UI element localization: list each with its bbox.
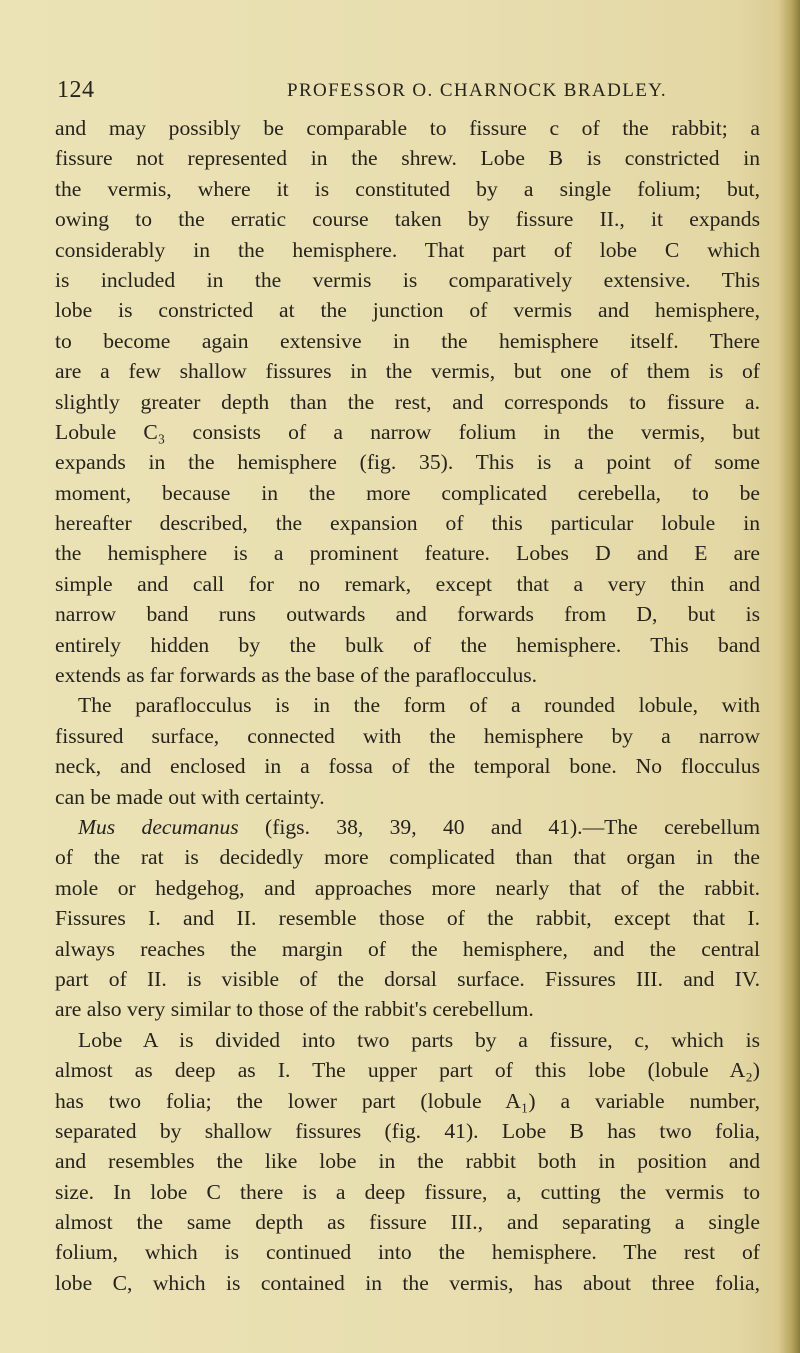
page-number: 124 [57, 77, 95, 103]
text-line: of the rat is decidedly more complicated than that organ in the [55, 845, 760, 870]
text-line: The paraflocculus is in the form of a rounded lobule, with [78, 693, 760, 718]
text-line: and resembles the like lobe in the rabbit both in position and [55, 1149, 760, 1174]
text-line: fissured surface, connected with the hemisphere by a narrow [55, 723, 760, 748]
text-line: considerably in the hemisphere. That part of lobe C which [55, 237, 760, 262]
text-line: simple and call for no remark, except that a very thin and [55, 571, 760, 596]
text-line: Lobule C₃ consists of a narrow folium in the vermis, but [55, 419, 760, 444]
text-line: entirely hidden by the bulk of the hemisphere. This band [55, 632, 760, 657]
text-line: expands in the hemisphere (fig. 35). This is a point of some [55, 450, 760, 475]
text-line: hereafter described, the expansion of this particular lobule in [55, 511, 760, 536]
text-line: can be made out with certainty. [55, 784, 325, 809]
text-line-species-heading [55, 812, 760, 842]
text-line: fissure not represented in the shrew. Lobe B is constricted in [55, 146, 760, 171]
text-line: the vermis, where it is constituted by a single folium; but, [55, 176, 760, 201]
page-edge-shadow [778, 0, 800, 1353]
text-line: lobe C, which is contained in the vermis, has about three folia, [55, 1270, 760, 1295]
text-line: moment, because in the more complicated cerebella, to be [55, 480, 760, 505]
text-line: almost as deep as I. The upper part of this lobe (lobule A₂) [55, 1058, 760, 1083]
text-line: part of II. is visible of the dorsal surface. Fissures III. and IV. [55, 966, 760, 991]
text-line: to become again extensive in the hemisphere itself. There [55, 328, 760, 353]
text-line: always reaches the margin of the hemisphere, and the central [55, 936, 760, 961]
text-line: are also very similar to those of the rabbit's cerebellum. [55, 997, 534, 1022]
text-line: neck, and enclosed in a fossa of the temporal bone. No flocculus [55, 754, 760, 779]
text-line: is included in the vermis is comparatively extensive. This [55, 267, 760, 292]
running-head: PROFESSOR O. CHARNOCK BRADLEY. [287, 80, 668, 101]
text-line: separated by shallow fissures (fig. 41). Lobe B has two folia, [55, 1118, 760, 1143]
text-line: lobe is constricted at the junction of vermis and hemisphere, [55, 298, 760, 323]
text-line: size. In lobe C there is a deep fissure, a, cutting the vermis to [55, 1179, 760, 1204]
text-line: narrow band runs outwards and forwards from D, but is [55, 602, 760, 627]
text-line: and may possibly be comparable to fissure c of the rabbit; a [55, 116, 760, 140]
text-line: are a few shallow fissures in the vermis, but one of them is of [55, 359, 760, 384]
text-line: the hemisphere is a prominent feature. Lobes D and E are [55, 541, 760, 566]
text-line: folium, which is continued into the hemisphere. The rest of [55, 1240, 760, 1265]
species-name: Mus decumanus [78, 814, 239, 839]
text-line: Fissures I. and II. resemble those of the rabbit, except that I. [55, 906, 760, 931]
text-line: owing to the erratic course taken by fissure II., it expands [55, 207, 760, 232]
body-text [55, 113, 760, 1298]
text-line: almost the same depth as fissure III., and separating a single [55, 1210, 760, 1235]
text-line: Lobe A is divided into two parts by a fissure, c, which is [78, 1027, 760, 1052]
text-line: extends as far forwards as the base of the paraflocculus. [55, 663, 538, 688]
text-line: has two folia; the lower part (lobule A₁) a variable number, [55, 1088, 760, 1113]
text-line: mole or hedgehog, and approaches more nearly that of the rabbit. [55, 875, 760, 900]
species-line-rest: (figs. 38, 39, 40 and 41).—The cerebellum [238, 814, 760, 839]
page-header [57, 77, 737, 107]
text-line: slightly greater depth than the rest, and corresponds to fissure a. [55, 389, 760, 414]
